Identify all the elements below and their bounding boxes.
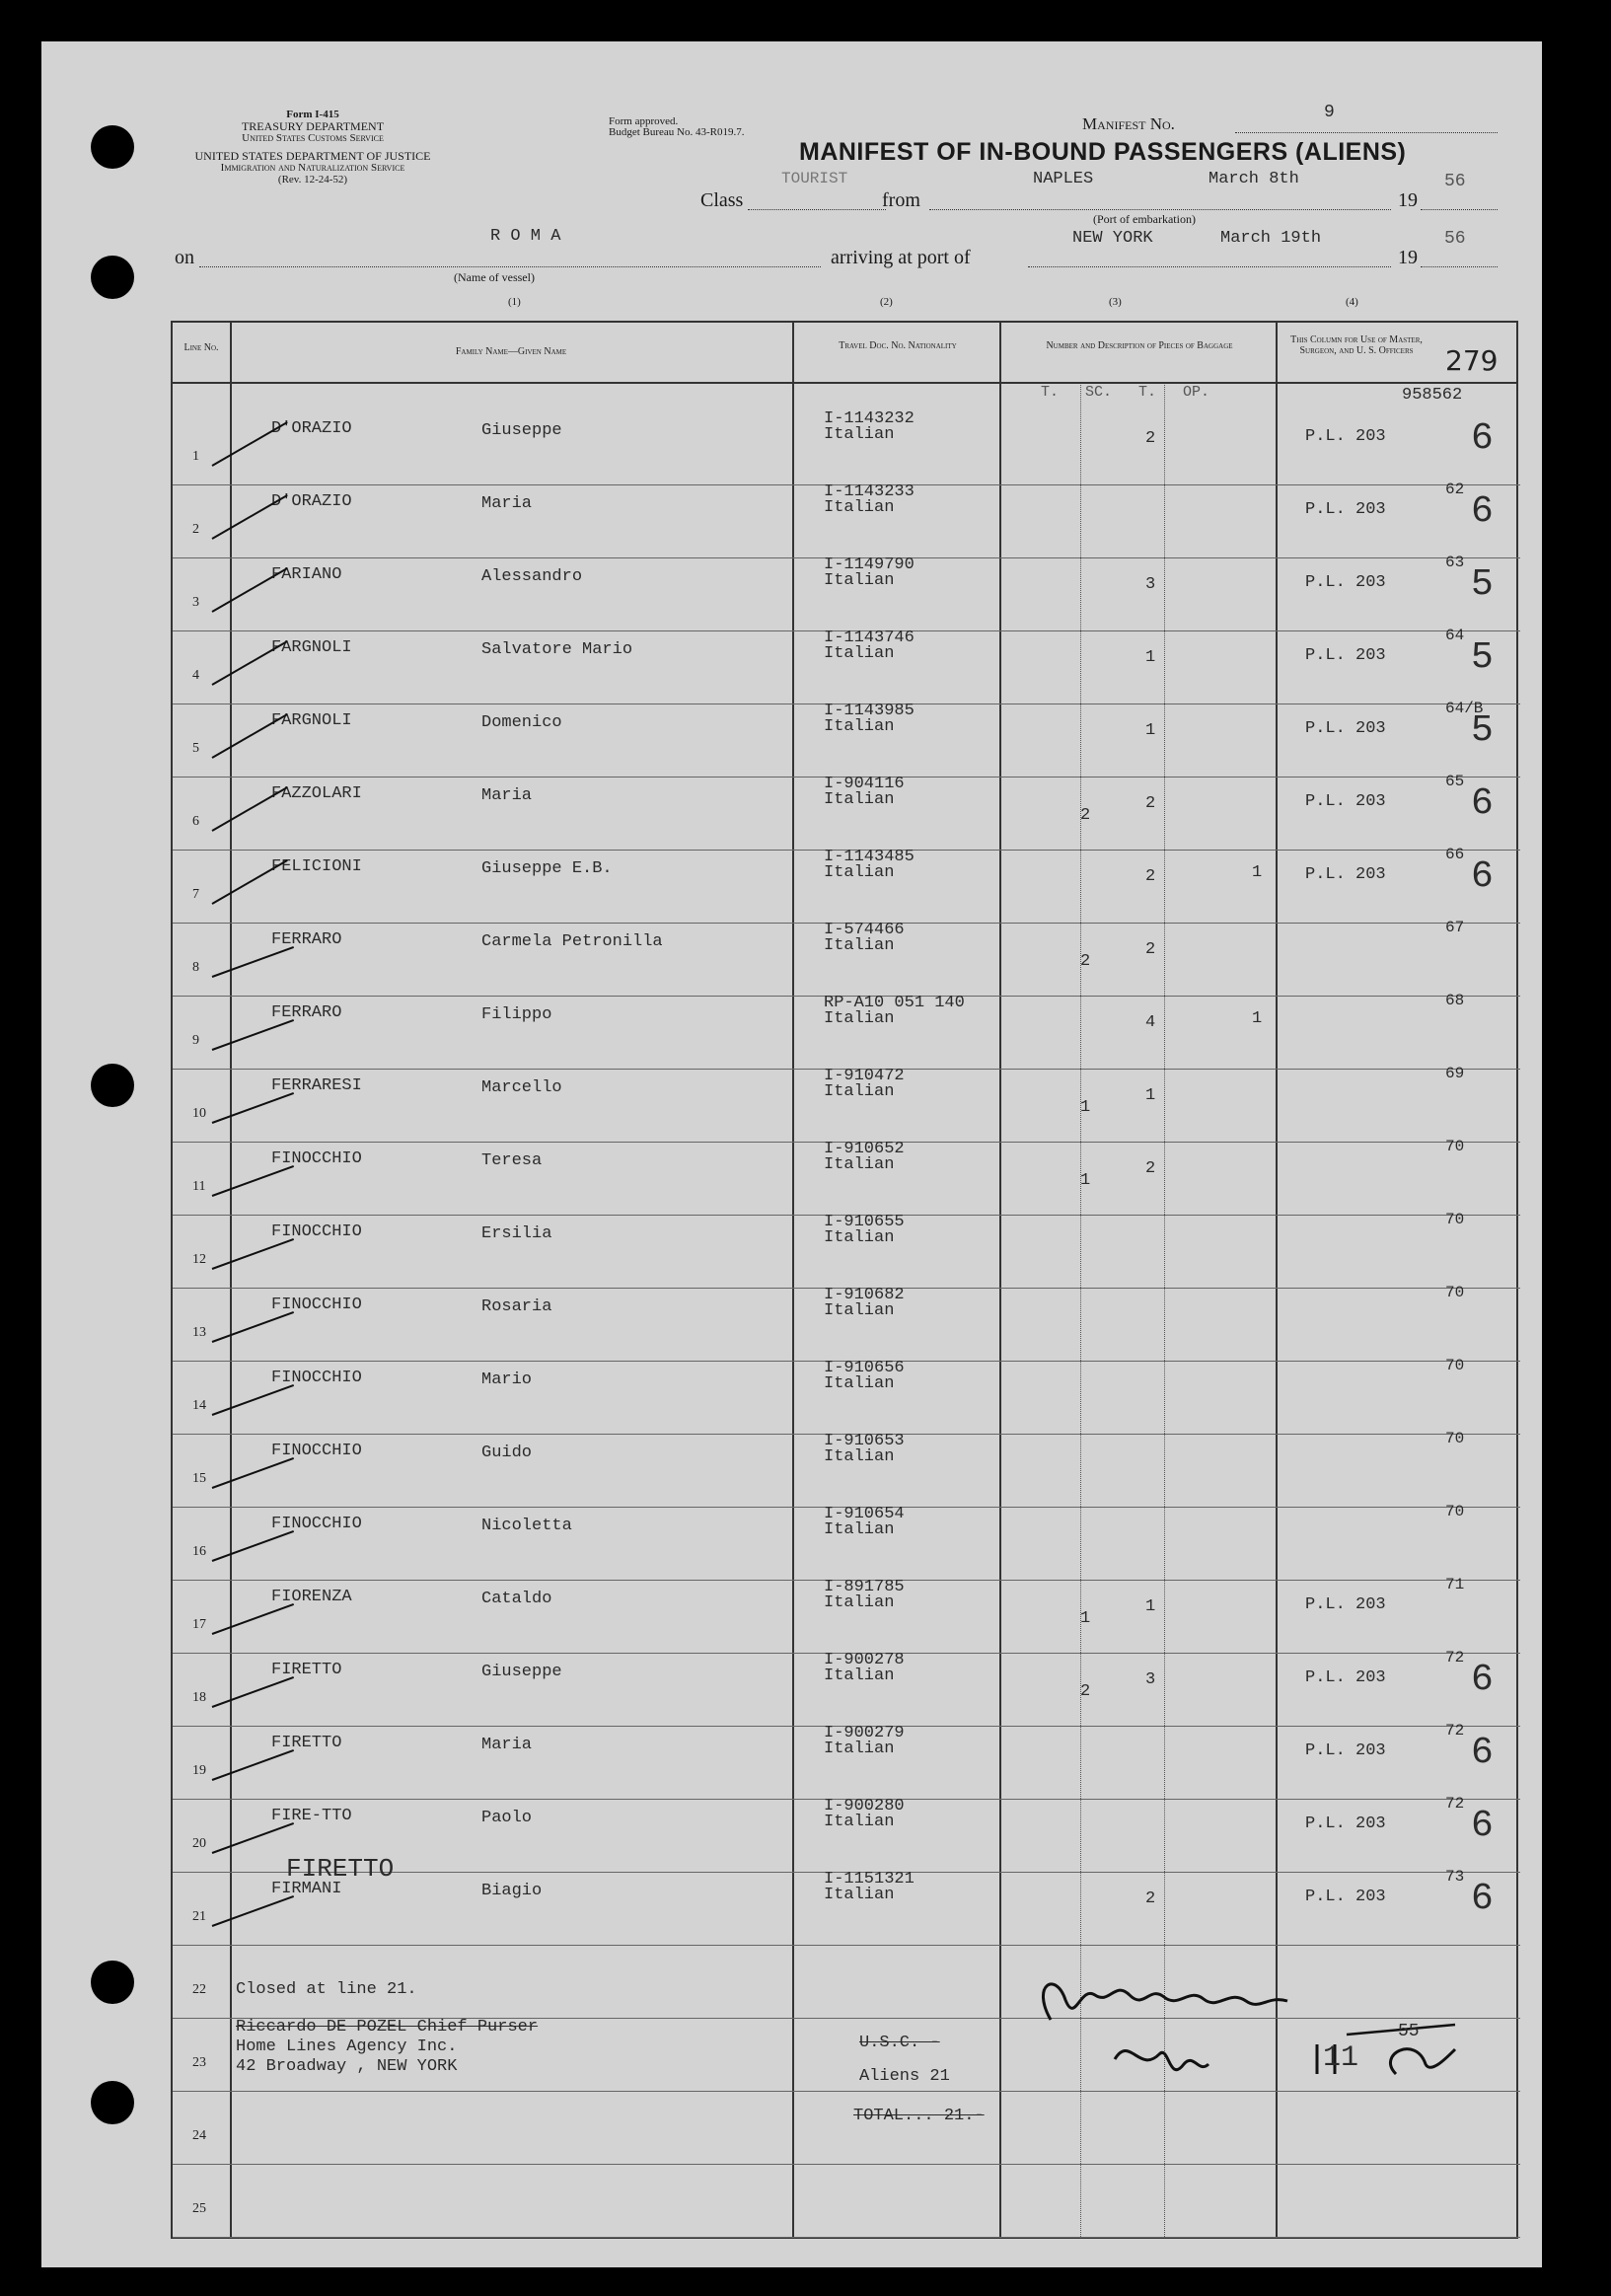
check-mark [212,1603,294,1635]
table-row [173,554,1520,634]
given-name: Nicoletta [481,1517,572,1535]
baggage-sc: 1 [1145,1086,1156,1105]
baggage-sc: 2 [1145,1159,1156,1178]
manifest-page [41,41,1542,2267]
hand-mark: 5 [1471,636,1494,679]
treasury-label: TREASURY DEPARTMENT [241,119,385,133]
punch-hole [91,1064,134,1107]
col-header-baggage: Number and Description of Pieces of Baggage [1046,340,1233,351]
check-mark [212,1311,294,1343]
pl-code: P.L. 203 [1305,427,1386,446]
col-header-name: Family Name—Given Name [455,346,567,357]
usc-total: U.S.C. - [859,2034,940,2052]
travel-doc-number: I-574466 [824,921,905,939]
aliens-total: Aliens 21 [859,2067,950,2086]
baggage-t: 2 [1080,952,1091,971]
hand-mark: 6 [1471,490,1494,533]
given-name: Giuseppe E.B. [481,859,613,878]
class-line [748,209,886,210]
arrival-date: March 19th [1220,229,1322,248]
check-mark [212,1384,294,1416]
col-header-travel-doc: Travel Doc. No. Nationality [839,340,957,351]
line-number: 10 [192,1106,206,1121]
arrival-year: 56 [1444,229,1466,249]
vessel-name: R O M A [490,227,561,246]
pl-code: P.L. 203 [1305,1741,1386,1760]
given-name: Maria [481,786,533,805]
line-number: 6 [192,814,199,829]
line-number: 21 [192,1909,206,1924]
line-number: 14 [192,1398,206,1413]
pl-code: P.L. 203 [1305,646,1386,665]
on-label: on [175,247,194,268]
table-row [173,1138,1520,1219]
family-name: FERRARO [271,930,342,949]
arrival-line [1028,266,1391,267]
baggage-sc: 1 [1145,1597,1156,1616]
family-name: FINOCCHIO [271,1442,362,1460]
line-number: 5 [192,741,199,756]
table-row [173,1284,1520,1365]
line-number: 11 [192,1179,206,1194]
approved-label: Form approved. [609,115,679,127]
form-number: Form I-415 [286,109,339,120]
table-row [173,1065,1520,1146]
pl-code: P.L. 203 [1305,573,1386,592]
family-name: FIRMANI [271,1880,342,1898]
form-approved [609,116,744,138]
nationality: Italian [824,1666,895,1685]
table-row [173,992,1520,1073]
hand-corrected-name: FIRETTO [286,1854,395,1884]
given-name: Maria [481,494,533,513]
travel-doc-number: I-910655 [824,1213,905,1231]
baggage-t: 1 [1080,1098,1091,1117]
family-name: FINOCCHIO [271,1515,362,1533]
hand-mark: 6 [1471,782,1494,825]
table-row [173,1649,1520,1730]
nationality: Italian [824,1593,895,1612]
officer-code: 67 [1445,919,1465,936]
nationality: Italian [824,571,895,590]
from-year-line [1421,209,1498,210]
family-name: FIRE-TTO [271,1807,352,1825]
given-name: Paolo [481,1809,533,1827]
address-line: 42 Broadway , NEW YORK [236,2057,458,2076]
travel-doc-number: RP-A10 051 140 [824,994,965,1012]
hand-mark: 6 [1471,1805,1494,1847]
table-row [173,1430,1520,1511]
nationality: Italian [824,644,895,663]
punch-hole [91,125,134,169]
from-date: March 8th [1208,170,1299,188]
baggage-op: 1 [1252,1009,1263,1028]
justice-label: UNITED STATES DEPARTMENT OF JUSTICE [194,149,431,163]
nationality: Italian [824,1082,895,1101]
line-number: 20 [192,1836,206,1851]
line-number: 17 [192,1617,206,1632]
hand-bottom-sup: 55 [1398,2022,1420,2041]
baggage-sc: 1 [1145,721,1156,740]
given-name: Cataldo [481,1590,552,1608]
col-number-3: (3) [1109,296,1122,308]
officer-code: 68 [1445,992,1465,1009]
passenger-table [171,321,1518,2239]
first-stamp: 958562 [1402,386,1463,405]
family-name: FIRETTO [271,1661,342,1679]
pl-code: P.L. 203 [1305,1595,1386,1614]
from-line [929,209,1391,210]
baggage-t: 2 [1080,1682,1091,1701]
table-row [173,1722,1520,1803]
line-number: 13 [192,1325,206,1340]
form-header-left [150,109,476,185]
check-mark [212,1822,294,1854]
budget-label: Budget Bureau No. 43-R019.7. [609,126,745,138]
baggage-sc: 2 [1145,1889,1156,1908]
hand-mark: 6 [1471,1659,1494,1701]
table-row [173,481,1520,561]
baggage-sc: 3 [1145,575,1156,594]
grand-total: TOTAL... 21.- [853,2107,985,2125]
travel-doc-number: I-891785 [824,1578,905,1596]
manifest-title: MANIFEST OF IN-BOUND PASSENGERS (ALIENS) [799,138,1407,166]
officer-code: 64/B [1445,700,1484,717]
family-name: FERRARO [271,1003,342,1022]
check-mark [212,1895,294,1927]
travel-doc-number: I-900278 [824,1651,905,1669]
manifest-no-value: 9 [1324,103,1335,122]
family-name: D'ORAZIO [271,492,352,511]
check-mark [212,859,288,905]
hand-mark: 6 [1471,417,1494,460]
punch-hole [91,1961,134,2004]
table-row [173,919,1520,1000]
travel-doc-number: I-910682 [824,1286,905,1304]
check-mark [212,713,288,759]
check-mark [212,494,288,540]
line-number: 19 [192,1763,206,1778]
given-name: Maria [481,1736,533,1754]
travel-doc-number: I-910652 [824,1140,905,1158]
officer-code: 70 [1445,1430,1465,1447]
family-name: FINOCCHIO [271,1296,362,1314]
row-rule [173,2237,1520,2238]
line-number: 3 [192,595,199,610]
given-name: Salvatore Mario [481,640,633,659]
line-number: 8 [192,960,199,975]
col-header-line-no: Line No. [183,342,219,353]
pl-code: P.L. 203 [1305,719,1386,738]
line-number: 2 [192,522,199,537]
col-number-2: (2) [880,296,893,308]
check-mark [212,1749,294,1781]
officer-code: 70 [1445,1138,1465,1155]
line-number: 18 [192,1690,206,1705]
given-name: Alessandro [481,567,583,586]
col-number-4: (4) [1346,296,1358,308]
baggage-subheader: T. SC. T. OP. [1041,384,1210,401]
officer-code: 73 [1445,1868,1465,1886]
line-number: 25 [192,2201,206,2216]
check-mark [212,1676,294,1708]
travel-doc-number: I-1143746 [824,629,915,647]
travel-doc-number: I-910653 [824,1432,905,1450]
family-name: FIORENZA [271,1588,352,1606]
pl-code: P.L. 203 [1305,865,1386,884]
class-value: TOURIST [781,170,848,187]
check-mark [212,786,288,832]
family-name: FELICIONI [271,857,362,876]
vessel-line [199,266,821,267]
purser-line: Riccardo DE POZEL Chief Purser [236,2018,539,2037]
travel-doc-number: I-1143485 [824,848,915,866]
pl-code: P.L. 203 [1305,792,1386,811]
arriving-label: arriving at port of [831,247,971,268]
nationality: Italian [824,863,895,882]
table-row [173,411,1520,488]
table-row [173,1211,1520,1292]
baggage-t: 2 [1080,806,1091,825]
agency-line: Home Lines Agency Inc. [236,2037,458,2056]
baggage-sc: 2 [1145,867,1156,886]
table-row [173,1503,1520,1584]
check-mark [212,1530,294,1562]
officer-code: 72 [1445,1649,1465,1666]
given-name: Ersilia [481,1224,552,1243]
officer-code: 65 [1445,773,1465,790]
given-name: Guido [481,1444,533,1462]
check-mark [212,1457,294,1489]
family-name: FINOCCHIO [271,1222,362,1241]
travel-doc-number: I-1149790 [824,555,915,574]
given-name: Biagio [481,1882,543,1900]
officer-code: 64 [1445,627,1465,644]
col-header-officers: This Column for Use of Master, Surgeon, and U. S. Officers [1290,334,1423,356]
nationality: Italian [824,1886,895,1904]
family-name: D'ORAZIO [271,419,352,438]
table-row [173,1357,1520,1438]
ins-label: Immigration and Naturalization Service [220,162,405,174]
family-name: FAZZOLARI [271,784,362,803]
col-number-1: (1) [508,296,521,308]
hand-mark: 6 [1471,1732,1494,1774]
nationality: Italian [824,1740,895,1758]
hand-mark: 6 [1471,855,1494,898]
from-port: NAPLES [1033,170,1094,188]
check-mark [212,946,294,978]
family-name: FARGNOLI [271,711,352,730]
officer-code: 62 [1445,481,1465,498]
officer-code: 70 [1445,1211,1465,1228]
manifest-no-label: Manifest No. [1082,114,1175,133]
given-name: Mario [481,1370,533,1389]
officer-code: 63 [1445,554,1465,571]
nationality: Italian [824,790,895,809]
hand-mark: 5 [1471,709,1494,752]
family-name: FIRETTO [271,1734,342,1752]
baggage-op: 1 [1252,863,1263,882]
given-name: Marcello [481,1078,562,1097]
arrival-port: NEW YORK [1072,229,1153,248]
line-number: 24 [192,2128,206,2143]
table-row [173,627,1520,707]
line-number: 1 [192,449,199,464]
travel-doc-number: I-904116 [824,775,905,793]
family-name: FARGNOLI [271,638,352,657]
port-embark-note: (Port of embarkation) [1093,212,1196,226]
given-name: Giuseppe [481,421,562,440]
pl-code: P.L. 203 [1305,1668,1386,1687]
check-mark [212,640,288,686]
revision-label: (Rev. 12-24-52) [277,174,348,185]
check-mark [212,1092,294,1124]
line-number: 16 [192,1544,206,1559]
from-year: 56 [1444,172,1466,191]
nationality: Italian [824,1228,895,1247]
officer-code: 72 [1445,1795,1465,1813]
line-number: 23 [192,2055,206,2070]
from-label: from [882,189,920,211]
family-name: FINOCCHIO [271,1369,362,1387]
officer-code: 66 [1445,846,1465,863]
nationality: Italian [824,717,895,736]
given-name: Filippo [481,1005,552,1024]
from-year-prefix: 19 [1398,189,1418,211]
given-name: Teresa [481,1151,543,1170]
baggage-sc: 2 [1145,429,1156,448]
nationality: Italian [824,936,895,955]
hand-bottom-number: 11 [1323,2041,1359,2075]
line-number: 22 [192,1982,206,1997]
page-stamp: 279 [1445,344,1499,377]
officer-signature [1021,1965,1475,2123]
nationality: Italian [824,1447,895,1466]
line-number: 4 [192,668,199,683]
pl-code: P.L. 203 [1305,1888,1386,1906]
baggage-sc: 4 [1145,1013,1156,1032]
class-label: Class [700,189,744,211]
table-row [173,2164,1520,2241]
baggage-sc: 2 [1145,794,1156,813]
officer-code: 69 [1445,1065,1465,1082]
arrival-year-prefix: 19 [1398,247,1418,268]
travel-doc-number: I-1143985 [824,702,915,720]
vessel-note: (Name of vessel) [454,270,535,284]
baggage-sc: 2 [1145,940,1156,959]
officer-code: 70 [1445,1357,1465,1374]
baggage-sc: 1 [1145,648,1156,667]
travel-doc-number: I-910656 [824,1359,905,1377]
check-mark [212,421,288,467]
baggage-t: 1 [1080,1609,1091,1628]
travel-doc-number: I-900279 [824,1724,905,1742]
nationality: Italian [824,1520,895,1539]
check-mark [212,567,288,613]
nationality: Italian [824,1813,895,1831]
travel-doc-number: I-900280 [824,1797,905,1815]
header-rule [173,382,1516,384]
check-mark [212,1238,294,1270]
pl-code: P.L. 203 [1305,1815,1386,1833]
officer-code: 72 [1445,1722,1465,1740]
punch-hole [91,2081,134,2124]
given-name: Domenico [481,713,562,732]
officer-code: 71 [1445,1576,1465,1593]
family-name: FINOCCHIO [271,1149,362,1168]
closed-line: Closed at line 21. [236,1980,417,1999]
check-mark [212,1019,294,1051]
hand-mark: 5 [1471,563,1494,606]
given-name: Rosaria [481,1297,552,1316]
nationality: Italian [824,498,895,517]
nationality: Italian [824,1155,895,1174]
baggage-t: 1 [1080,1171,1091,1190]
hand-mark: 6 [1471,1878,1494,1920]
customs-label: United States Customs Service [242,132,384,144]
line-number: 12 [192,1252,206,1267]
punch-hole [91,256,134,299]
line-number: 7 [192,887,199,902]
travel-doc-number: I-1151321 [824,1870,915,1889]
baggage-sc: 3 [1145,1670,1156,1689]
nationality: Italian [824,425,895,444]
nationality: Italian [824,1301,895,1320]
line-number: 9 [192,1033,199,1048]
family-name: FERRARESI [271,1076,362,1095]
table-row [173,700,1520,780]
travel-doc-number: I-1143233 [824,482,915,501]
officer-code: 70 [1445,1503,1465,1520]
check-mark [212,1165,294,1197]
given-name: Giuseppe [481,1663,562,1681]
family-name: FARIANO [271,565,342,584]
travel-doc-number: I-1143232 [824,409,915,428]
arrival-year-line [1421,266,1498,267]
table-row [173,773,1520,853]
officer-code: 70 [1445,1284,1465,1301]
travel-doc-number: I-910472 [824,1067,905,1085]
line-number: 15 [192,1471,206,1486]
nationality: Italian [824,1009,895,1028]
travel-doc-number: I-910654 [824,1505,905,1523]
manifest-no-line [1235,132,1498,133]
nationality: Italian [824,1374,895,1393]
given-name: Carmela Petronilla [481,932,663,951]
table-row [173,1576,1520,1657]
table-row [173,846,1520,926]
pl-code: P.L. 203 [1305,500,1386,519]
